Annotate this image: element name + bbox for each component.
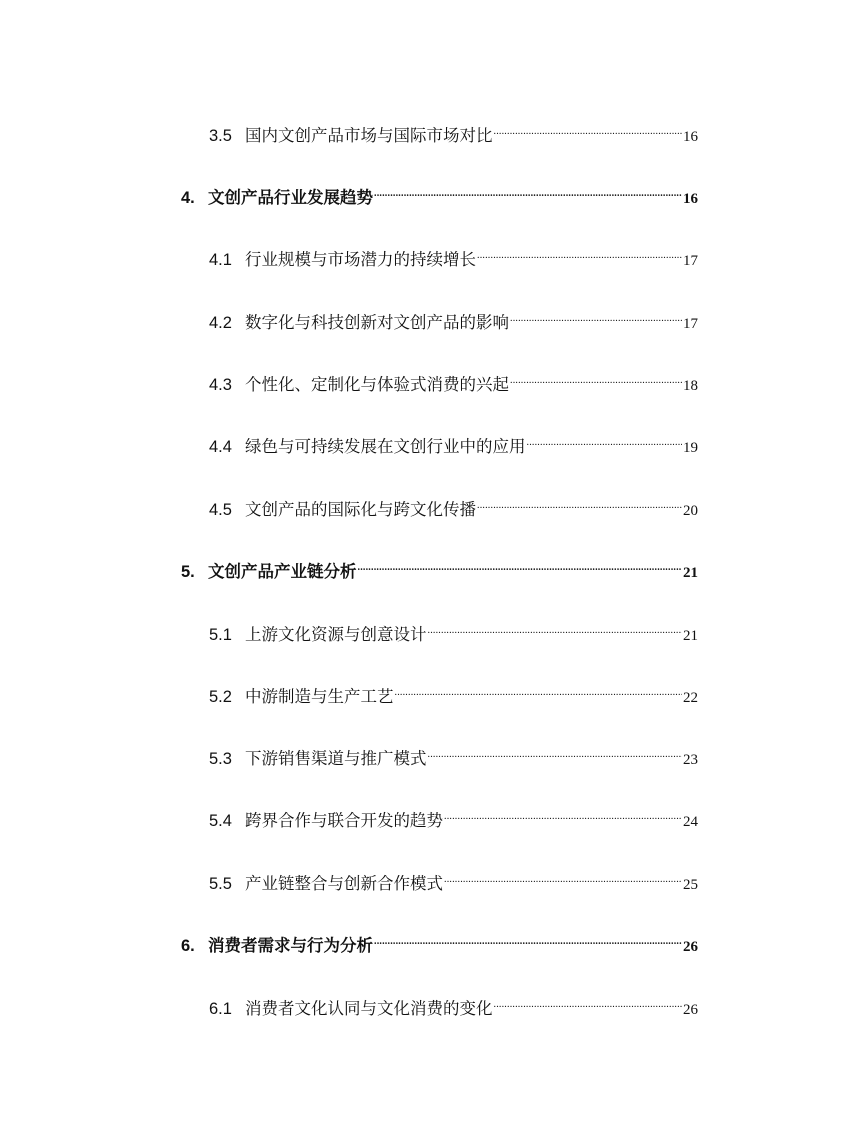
- toc-entry-number: 5.3: [209, 750, 232, 768]
- toc-dot-leader: [510, 304, 682, 328]
- toc-entry-title: 下游销售渠道与推广模式: [245, 750, 427, 768]
- toc-page-number: 26: [683, 1002, 698, 1018]
- toc-entry-title: 国内文创产品市场与国际市场对比: [245, 127, 493, 145]
- toc-page-number: 24: [683, 814, 698, 830]
- toc-entry-number: 5.: [181, 563, 195, 581]
- toc-dot-leader: [477, 491, 682, 515]
- toc-entry-number: 4.5: [209, 501, 232, 519]
- toc-entry-6-1[interactable]: [209, 990, 698, 1018]
- toc-dot-leader: [494, 117, 683, 141]
- toc-page-number: 18: [683, 378, 698, 394]
- toc-dot-leader: [374, 179, 682, 203]
- toc-dot-leader: [510, 366, 682, 390]
- toc-entry-number: 5.4: [209, 812, 232, 830]
- toc-entry-number: 6.: [181, 937, 195, 955]
- toc-entry-number: 6.1: [209, 1000, 232, 1018]
- toc-dot-leader: [428, 740, 683, 764]
- toc-entry-5-2[interactable]: [209, 678, 698, 706]
- toc-dot-leader: [494, 990, 683, 1014]
- toc-entry-5-5[interactable]: [209, 865, 698, 893]
- toc-page-number: 16: [683, 191, 698, 207]
- toc-entry-title: 跨界合作与联合开发的趋势: [245, 812, 443, 830]
- toc-page-number: 26: [683, 939, 698, 955]
- toc-entry-title: 绿色与可持续发展在文创行业中的应用: [245, 438, 526, 456]
- toc-dot-leader: [444, 802, 682, 826]
- toc-entry-number: 5.2: [209, 688, 232, 706]
- toc-dot-leader: [444, 865, 682, 889]
- toc-entry-title: 文创产品行业发展趋势: [208, 189, 373, 207]
- toc-entry-title: 中游制造与生产工艺: [245, 688, 394, 706]
- toc-page-number: 22: [683, 690, 698, 706]
- toc-entry-number: 4.: [181, 189, 195, 207]
- toc-entry-title: 文创产品产业链分析: [208, 563, 357, 581]
- toc-page-number: 21: [683, 628, 698, 644]
- toc-page-number: 21: [683, 565, 698, 581]
- toc-dot-leader: [374, 927, 682, 951]
- toc-entry-title: 个性化、定制化与体验式消费的兴起: [245, 376, 509, 394]
- toc-entry-title: 文创产品的国际化与跨文化传播: [245, 501, 476, 519]
- toc-entry-title: 数字化与科技创新对文创产品的影响: [245, 314, 509, 332]
- toc-entry-number: 4.3: [209, 376, 232, 394]
- toc-entry-5-4[interactable]: [209, 802, 698, 830]
- toc-dot-leader: [395, 678, 683, 702]
- toc-entry-4[interactable]: [181, 179, 698, 207]
- toc-page-number: 16: [683, 129, 698, 145]
- toc-entry-number: 5.5: [209, 875, 232, 893]
- toc-page-number: 20: [683, 503, 698, 519]
- toc-entry-3-5[interactable]: [209, 117, 698, 145]
- toc-entry-number: 3.5: [209, 127, 232, 145]
- toc-entry-number: 4.1: [209, 251, 232, 269]
- toc-entry-4-1[interactable]: [209, 241, 698, 269]
- toc-dot-leader: [527, 428, 683, 452]
- toc-entry-number: 5.1: [209, 626, 232, 644]
- toc-entry-4-4[interactable]: [209, 428, 698, 456]
- toc-dot-leader: [428, 616, 683, 640]
- toc-entry-number: 4.2: [209, 314, 232, 332]
- toc-entry-5[interactable]: [181, 553, 698, 581]
- toc-entry-title: 消费者文化认同与文化消费的变化: [245, 1000, 493, 1018]
- toc-dot-leader: [477, 241, 682, 265]
- toc-page-number: 23: [683, 752, 698, 768]
- toc-page-number: 17: [683, 316, 698, 332]
- toc-entry-title: 上游文化资源与创意设计: [245, 626, 427, 644]
- toc-entry-4-3[interactable]: [209, 366, 698, 394]
- toc-entry-6[interactable]: [181, 927, 698, 955]
- toc-entry-4-2[interactable]: [209, 304, 698, 332]
- toc-page-number: 17: [683, 253, 698, 269]
- toc-entry-number: 4.4: [209, 438, 232, 456]
- toc-entry-title: 行业规模与市场潜力的持续增长: [245, 251, 476, 269]
- toc-entry-5-1[interactable]: [209, 616, 698, 644]
- toc-entry-4-5[interactable]: [209, 491, 698, 519]
- toc-page-number: 25: [683, 877, 698, 893]
- toc-entry-5-3[interactable]: [209, 740, 698, 768]
- toc-entry-title: 消费者需求与行为分析: [208, 937, 373, 955]
- toc-page-number: 19: [683, 440, 698, 456]
- toc-dot-leader: [358, 553, 683, 577]
- toc-entry-title: 产业链整合与创新合作模式: [245, 875, 443, 893]
